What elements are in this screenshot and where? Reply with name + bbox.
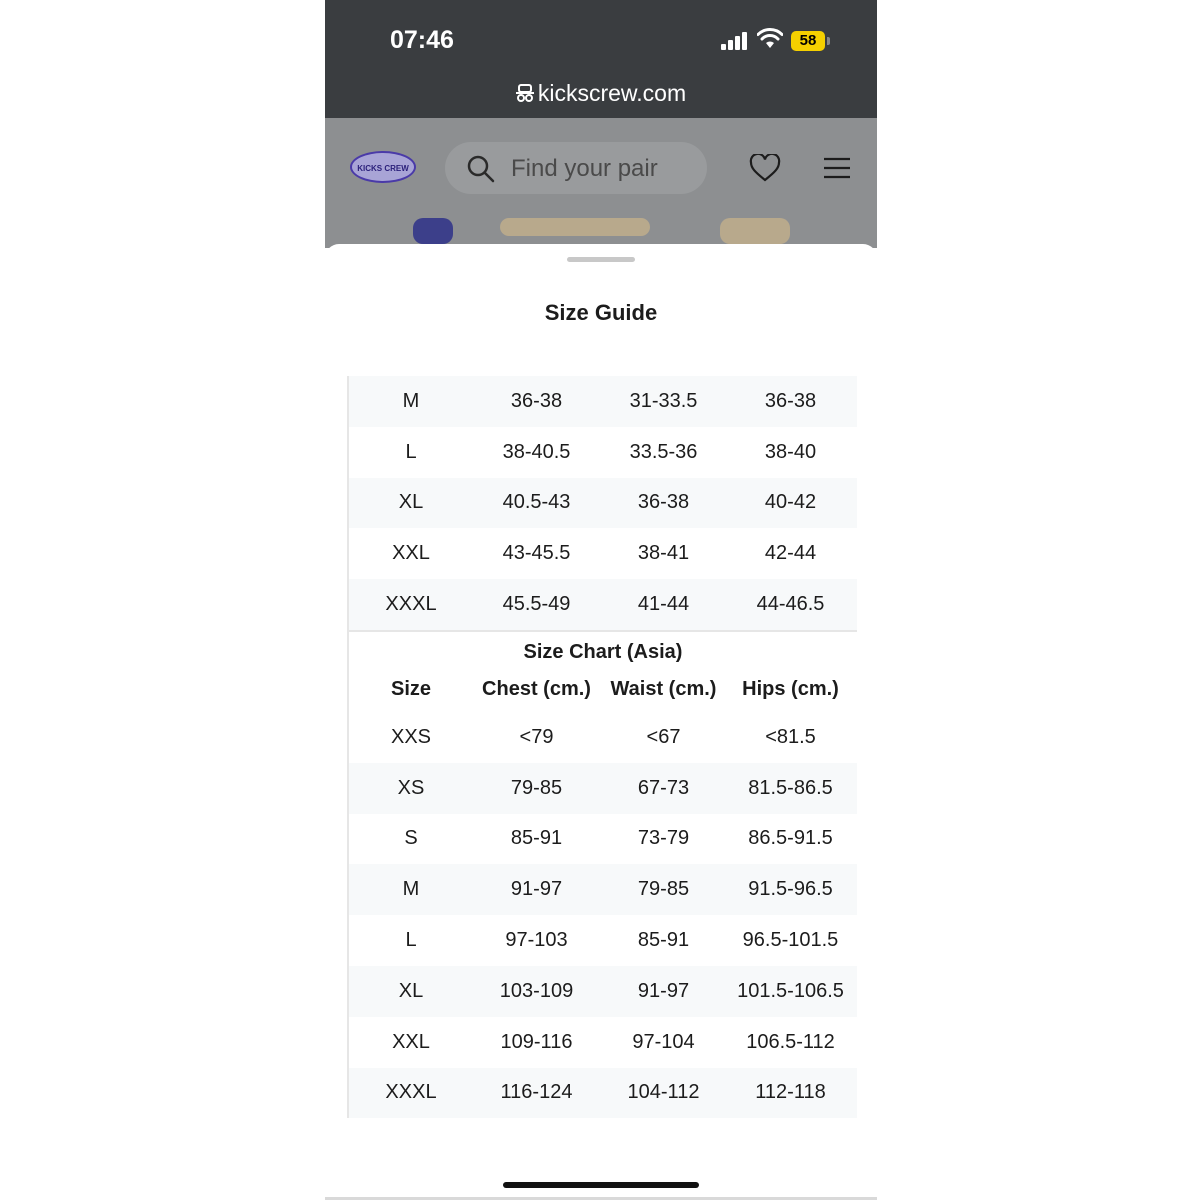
table-cell: XL <box>398 979 424 1002</box>
table-cell: M <box>402 878 420 901</box>
table-cell: L <box>405 929 417 952</box>
table-cell: 31-33.5 <box>629 389 698 412</box>
table-cell: XXL <box>392 1030 430 1053</box>
table-cell: 40-42 <box>764 491 817 514</box>
status-bar <box>325 0 877 118</box>
privacy-icon <box>516 83 534 103</box>
search-icon <box>467 155 495 183</box>
table-cell: 106.5-112 <box>746 1030 835 1053</box>
table-row <box>349 1017 857 1068</box>
table-cell: 104-112 <box>627 1081 700 1104</box>
column-header: Waist (cm.) <box>610 678 717 701</box>
table-cell: <67 <box>646 725 681 748</box>
column-header: Hips (cm.) <box>742 678 839 701</box>
table-cell: XXXL <box>385 1081 437 1104</box>
table-cell: <79 <box>519 725 554 748</box>
table-cell: 36-38 <box>764 389 817 412</box>
table-cell: 79-85 <box>637 878 690 901</box>
site-header <box>325 118 877 218</box>
table-cell: <81.5 <box>765 725 816 748</box>
sheet-title: Size Guide <box>544 300 658 325</box>
table-cell: XS <box>397 776 425 799</box>
table-cell: 91.5-96.5 <box>748 878 833 901</box>
table-cell: 44-46.5 <box>756 593 825 616</box>
table-cell: 41-44 <box>637 593 690 616</box>
size-table <box>347 376 857 1118</box>
table-cell: 73-79 <box>637 827 690 850</box>
kickscrew-logo[interactable]: KICKS CREW <box>350 151 416 183</box>
table-cell: 38-40.5 <box>502 440 571 463</box>
table-row <box>349 915 857 966</box>
table-cell: XXS <box>390 725 432 748</box>
column-header: Size <box>390 678 432 701</box>
table-cell: S <box>404 827 418 850</box>
table-cell: 85-91 <box>510 827 563 850</box>
table-cell: 45.5-49 <box>502 593 571 616</box>
table-cell: XXXL <box>385 593 437 616</box>
url-text: kickscrew.com <box>537 80 687 106</box>
table-row <box>349 864 857 915</box>
table-row <box>349 712 857 763</box>
home-indicator[interactable] <box>503 1182 699 1188</box>
address-bar[interactable] <box>325 80 877 107</box>
table-cell: 40.5-43 <box>502 491 571 514</box>
table-cell: 97-104 <box>632 1030 695 1053</box>
table-cell: 38-41 <box>637 542 690 565</box>
table-cell: 103-109 <box>499 979 574 1002</box>
table-row <box>349 763 857 814</box>
table-cell: 85-91 <box>637 929 690 952</box>
phone-screen <box>325 0 877 1200</box>
table-cell: XXL <box>392 542 430 565</box>
table-cell: 91-97 <box>637 979 690 1002</box>
size-guide-sheet <box>325 244 877 1200</box>
table-row <box>349 427 857 478</box>
table-cell: 109-116 <box>500 1030 573 1053</box>
table-cell: 42-44 <box>764 542 817 565</box>
table-cell: M <box>402 389 420 412</box>
table-row <box>349 478 857 529</box>
table-header-row <box>349 668 857 712</box>
table-row <box>349 1068 857 1119</box>
table-cell: 36-38 <box>510 389 563 412</box>
battery-tip <box>827 37 830 45</box>
table-cell: 43-45.5 <box>502 542 571 565</box>
status-time: 07:46 <box>390 26 454 54</box>
table-row <box>349 528 857 579</box>
table-cell: XL <box>398 491 424 514</box>
table-cell: 101.5-106.5 <box>737 979 844 1002</box>
table-cell: 97-103 <box>505 929 568 952</box>
heart-icon[interactable] <box>749 154 781 182</box>
table-cell: 112-118 <box>755 1081 826 1104</box>
search-bar[interactable] <box>445 142 707 194</box>
sheet-drag-handle[interactable] <box>567 257 635 262</box>
table-cell: 91-97 <box>510 878 563 901</box>
table-row <box>349 579 857 630</box>
hamburger-menu-icon[interactable] <box>823 156 851 180</box>
asia-chart-title: Size Chart (Asia) <box>349 630 857 668</box>
wifi-icon <box>757 28 783 50</box>
table-row <box>349 814 857 865</box>
search-input[interactable] <box>509 152 693 186</box>
table-cell: 33.5-36 <box>629 440 698 463</box>
table-cell: 116-124 <box>500 1081 573 1104</box>
column-header: Chest (cm.) <box>482 678 591 701</box>
table-cell: L <box>405 440 417 463</box>
table-cell: 38-40 <box>764 440 817 463</box>
table-cell: 36-38 <box>637 491 690 514</box>
table-cell: 86.5-91.5 <box>748 827 833 850</box>
table-row <box>349 376 857 427</box>
battery-icon: 58 <box>791 31 825 51</box>
table-cell: 96.5-101.5 <box>742 929 839 952</box>
table-cell: 67-73 <box>637 776 690 799</box>
table-row <box>349 966 857 1017</box>
table-cell: 81.5-86.5 <box>748 776 833 799</box>
cellular-signal-icon <box>721 32 749 50</box>
table-cell: 79-85 <box>510 776 563 799</box>
